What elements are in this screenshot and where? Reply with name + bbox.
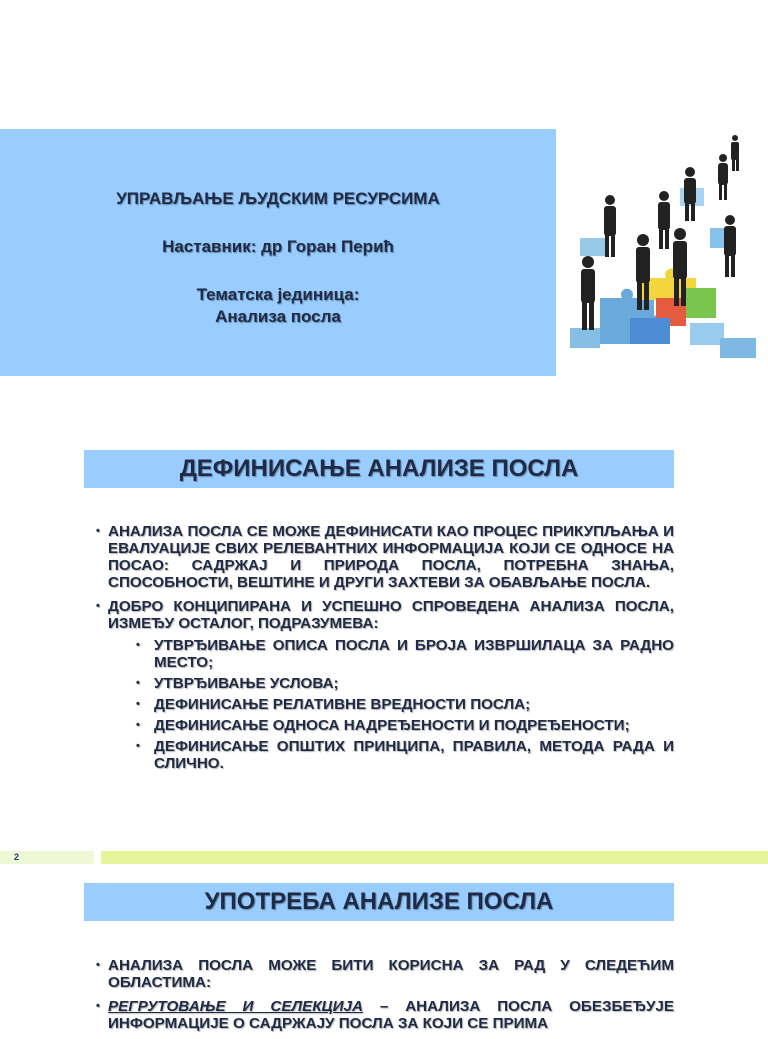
puzzle-piece — [720, 338, 756, 358]
unit-name: Анализа посла — [215, 307, 341, 326]
bullet-text: АНАЛИЗА ПОСЛА МОЖЕ БИТИ КОРИСНА ЗА РАД У СЛЕДЕЋИМ ОБЛАСТИМА: — [108, 957, 674, 991]
list-item — [96, 957, 674, 991]
page-number: 2 — [14, 852, 20, 862]
bullet-icon: • — [96, 959, 100, 971]
person-silhouette — [731, 135, 739, 171]
bullet-icon: • — [136, 698, 140, 710]
list-item — [96, 598, 674, 772]
bullet-icon: • — [136, 719, 140, 731]
slide3-heading: УПОТРЕБА АНАЛИЗЕ ПОСЛА — [84, 883, 674, 921]
puzzle-piece — [690, 323, 724, 345]
unit-label: Тематска јединица: — [196, 285, 360, 304]
puzzle-piece — [580, 238, 608, 256]
bullet-text: – АНАЛИЗА ПОСЛА ОБЕЗБЕЂУЈЕ ИНФОРМАЦИЈЕ О САДРЖАЈУ ПОСЛА ЗА КОЈИ СЕ ПРИМА — [108, 998, 674, 1032]
person-silhouette — [718, 154, 728, 200]
sub-list-item — [130, 696, 674, 713]
puzzle-piece — [570, 328, 600, 348]
person-silhouette — [684, 167, 696, 221]
business-people-illustration — [560, 128, 768, 378]
sub-list-item — [130, 738, 674, 772]
teacher-name: Наставник: др Горан Перић — [162, 237, 394, 256]
sub-item-text: ДЕФИНИСАЊЕ ОПШТИХ ПРИНЦИПА, ПРАВИЛА, МЕТОДА РАДА И СЛИЧНО. — [154, 738, 674, 772]
bullet-icon: • — [96, 525, 100, 537]
bullet-icon: • — [136, 740, 140, 752]
bullet-icon: • — [136, 639, 140, 651]
person-silhouette — [658, 191, 670, 249]
list-item — [96, 523, 674, 591]
person-silhouette — [581, 256, 595, 330]
bullet-text: АНАЛИЗА ПОСЛА СЕ МОЖЕ ДЕФИНИСАТИ КАО ПРОЦЕС ПРИКУПЉАЊА И ЕВАЛУАЦИЈЕ СВИХ РЕЛЕВАНТНИХ ИНФОРМАЦИЈА КОЈИ СЕ ОДНОСЕ НА ПОСАО: САДРЖАЈ И ПРИРОДА ПОСЛА, ПОТРЕБНА ЗНАЊА, СПОСОБНОСТИ, ВЕШТИНЕ И ДРУГИ ЗАХТЕВИ ЗА ОБАВЉАЊЕ ПОСЛА. — [108, 523, 674, 591]
sub-item-text: УТВРЂИВАЊЕ ОПИСА ПОСЛА И БРОЈА ИЗВРШИЛАЦА ЗА РАДНО МЕСТО; — [154, 637, 674, 671]
sub-list-item — [130, 637, 674, 671]
bullet-term: РЕГРУТОВАЊЕ И СЕЛЕКЦИЈА — [108, 998, 363, 1015]
person-silhouette — [724, 215, 736, 277]
slide3-content — [96, 957, 674, 1039]
slide2-content — [96, 523, 674, 779]
course-title: УПРАВЉАЊЕ ЉУДСКИМ РЕСУРСИМА — [116, 189, 440, 208]
person-silhouette — [604, 195, 616, 257]
sub-item-text: ДЕФИНИСАЊЕ ОДНОСА НАДРЕЂЕНОСТИ И ПОДРЕЂЕНОСТИ; — [154, 717, 630, 734]
bullet-icon: • — [96, 1000, 100, 1012]
title-box — [0, 129, 556, 376]
puzzle-piece — [630, 318, 670, 344]
bullet-icon: • — [136, 677, 140, 689]
footer-bar — [101, 851, 768, 864]
bullet-icon: • — [96, 600, 100, 612]
sub-list — [108, 637, 674, 772]
bullet-text: ДОБРО КОНЦИПИРАНА И УСПЕШНО СПРОВЕДЕНА АНАЛИЗА ПОСЛА, ИЗМЕЂУ ОСТАЛОГ, ПОДРАЗУМЕВА: — [108, 598, 674, 632]
sub-list-item — [130, 717, 674, 734]
sub-item-text: УТВРЂИВАЊЕ УСЛОВА; — [154, 675, 339, 692]
puzzle-piece — [686, 288, 716, 318]
sub-item-text: ДЕФИНИСАЊЕ РЕЛАТИВНЕ ВРЕДНОСТИ ПОСЛА; — [154, 696, 531, 713]
slide2-heading: ДЕФИНИСАЊЕ АНАЛИЗЕ ПОСЛА — [84, 450, 674, 488]
list-item — [96, 998, 674, 1032]
sub-list-item — [130, 675, 674, 692]
